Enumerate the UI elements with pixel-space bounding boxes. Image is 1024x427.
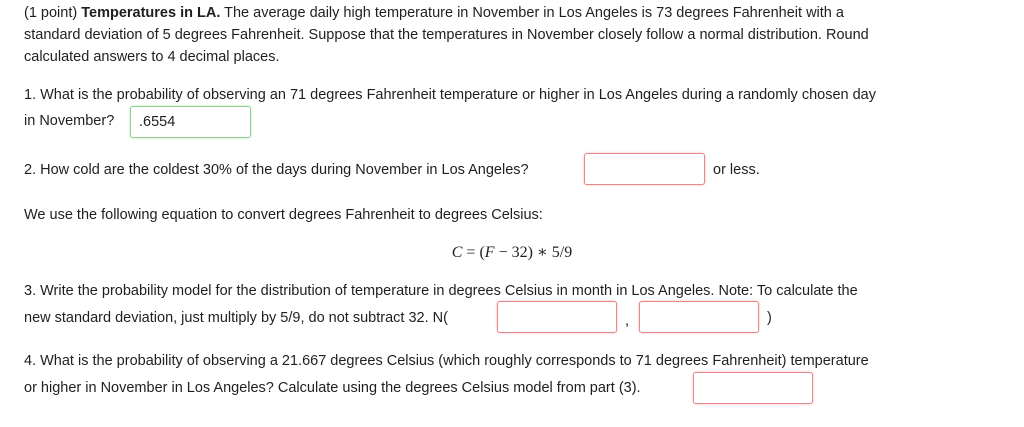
formula-rhs-open: = (: [462, 244, 485, 261]
intro-text-1: The average daily high temperature in November in Los Angeles is 73 degrees Fahrenheit with a: [220, 5, 844, 21]
q3-close-paren: ): [767, 310, 772, 326]
problem-title: Temperatures in LA.: [81, 5, 221, 21]
q3-line-2: new standard deviation, just multiply by 5/9, do not subtract 32. N(: [24, 310, 448, 326]
q2-answer-input[interactable]: [584, 153, 705, 185]
q2-suffix: or less.: [713, 162, 760, 178]
formula-lhs: C: [451, 244, 463, 261]
formula-var: F: [484, 244, 495, 261]
q3-mean-input[interactable]: [497, 301, 617, 333]
points-label: (1 point): [24, 5, 78, 21]
conversion-formula: [0, 242, 1024, 262]
q3-line-1: 3. Write the probability model for the distribution of temperature in degrees Celsius in month in Los Angeles. Note: To calculate the: [24, 283, 858, 299]
q3-sd-input[interactable]: [639, 301, 759, 333]
q2-question: 2. How cold are the coldest 30% of the days during November in Los Angeles?: [24, 162, 529, 178]
q1-line-2: in November?: [24, 113, 115, 129]
q4-answer-input[interactable]: [693, 372, 813, 404]
q3-comma: ,: [625, 313, 630, 329]
q4-line-2: or higher in November in Los Angeles? Calculate using the degrees Celsius model from part (3).: [24, 380, 641, 396]
q4-line-1: 4. What is the probability of observing a 21.667 degrees Celsius (which roughly corresponds to 71 degrees Fahrenheit) temperature: [24, 353, 869, 369]
formula-rhs-close: − 32) ∗ 5/9: [494, 244, 573, 261]
intro-line-3: calculated answers to 4 decimal places.: [24, 49, 280, 65]
q1-answer-input[interactable]: [130, 106, 251, 138]
intro-line-2: standard deviation of 5 degrees Fahrenheit. Suppose that the temperatures in November closely follow a normal distribution. Round: [24, 27, 869, 43]
conversion-text: We use the following equation to convert degrees Fahrenheit to degrees Celsius:: [24, 207, 543, 223]
intro-line-1: [24, 5, 844, 21]
q1-line-1: 1. What is the probability of observing an 71 degrees Fahrenheit temperature or higher in Los Angeles during a randomly chosen day: [24, 87, 876, 103]
